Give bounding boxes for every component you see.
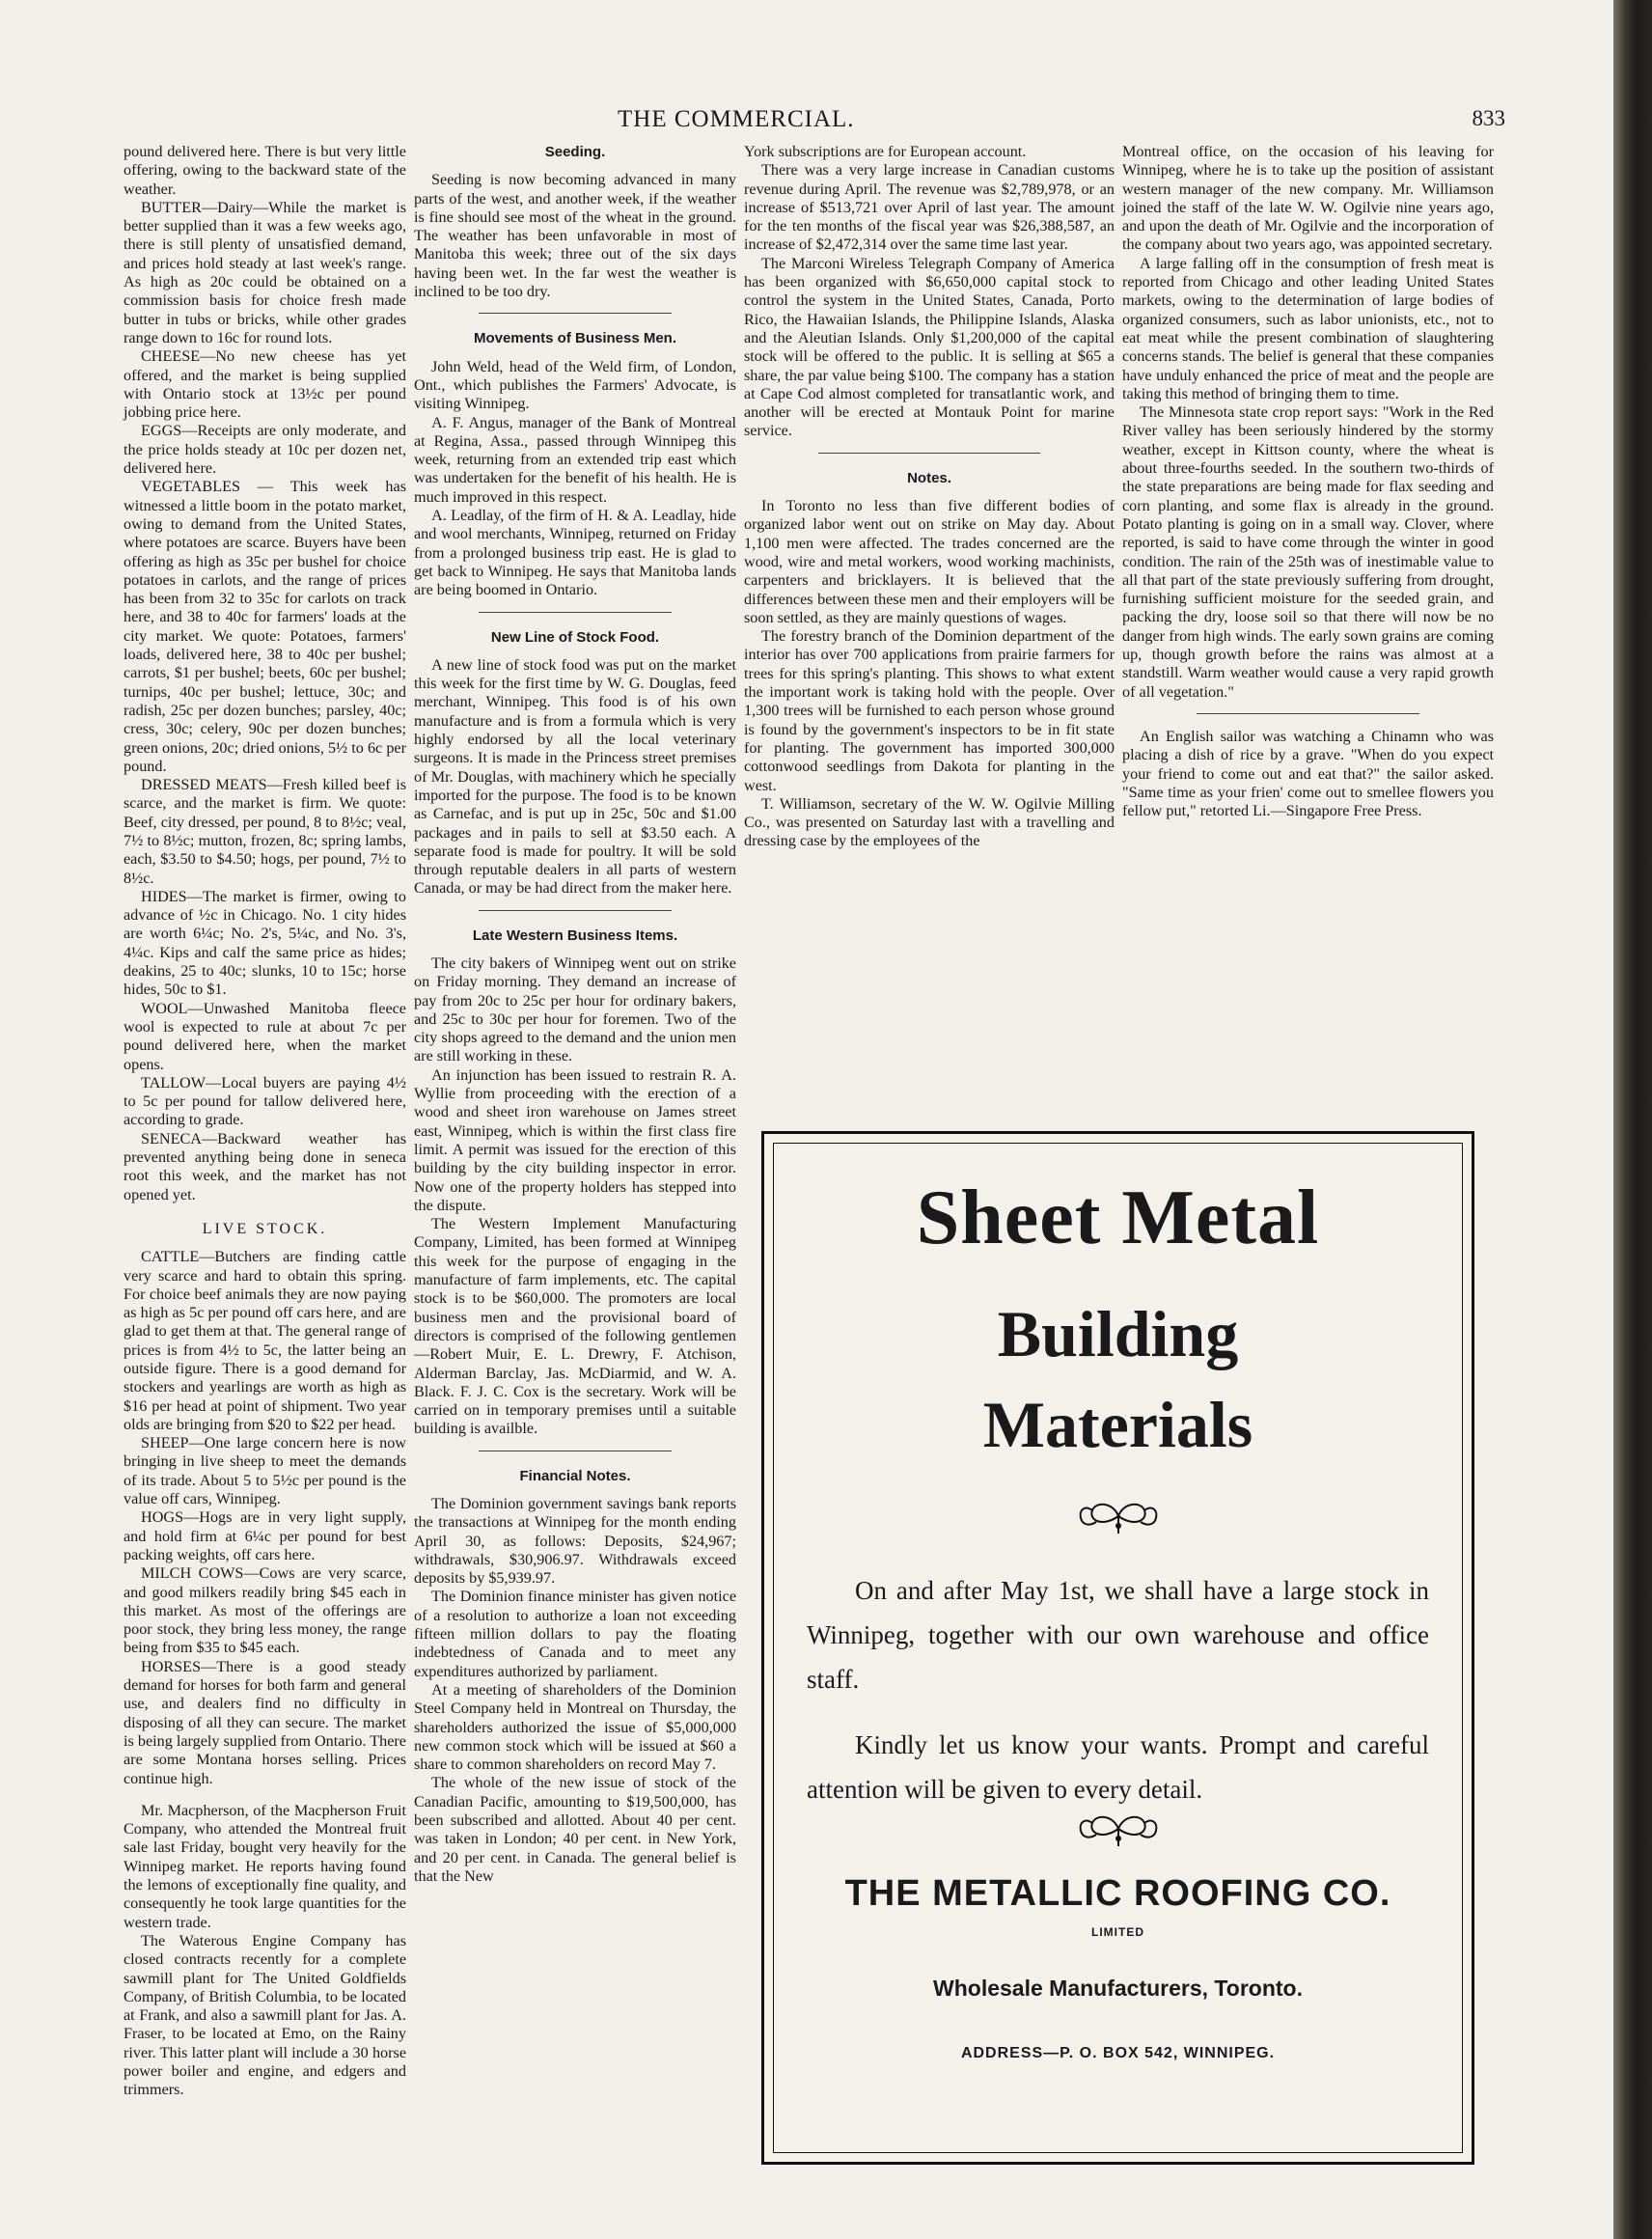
- leadlay-paragraph: A. Leadlay, of the firm of H. & A. Leadlay, hide and wool merchants, Winnipeg, returned on Friday from a prolonged business trip east. He is glad to get back to Winnipeg. He says that Manitoba lands are being boomed in Ontario.: [414, 507, 736, 599]
- ad-company-name: THE METALLIC ROOFING CO.: [844, 1873, 1391, 1914]
- cheese-paragraph: CHEESE—No new cheese has yet offered, and the market is being supplied with Ontario stock at 13½c per pound jobbing price here.: [124, 347, 406, 422]
- journal-title: THE COMMERCIAL.: [618, 106, 855, 132]
- waterous-paragraph: The Waterous Engine Company has closed contracts recently for a complete sawmill plant for The United Goldfields Company, of British Columbia, to be located at Frank, and also a sawmill plant for Jas. A. Fraser, to be located at Emo, on the Rainy river. This latter plant will include a 30 horse power boiler and engine, and edgers and trimmers.: [124, 1931, 406, 2099]
- ad-subheadline: Building: [997, 1297, 1239, 1370]
- column-2: [414, 143, 736, 1886]
- seeding-heading: Seeding.: [544, 144, 606, 160]
- minnesota-crop-paragraph: The Minnesota state crop report says: "Work in the Red River valley has been seriously hindered by the stormy weather, except in Kittson county, where the wheat is about three-fourths seeded. In the southern two-thirds of the state preparations are being made for flax seeding and corn planting, and some flax is already in the ground. Potato planting is going on in a small way. Clover, where reported, is said to have come through the winter in good condition. The rain of the 25th was of inestimable value to all that part of the state previously suffering from drought, furnishing sufficient moisture for the seeded grain, and packing the dry, loose soil so that there will now be no danger from high winds. The early sown grains are coming up, though growth before the rains was almost at a standstill. Warm weather would cause a very rapid growth of all vegetation.": [1122, 403, 1494, 701]
- ad-body-paragraph: On and after May 1st, we shall have a large stock in Winnipeg, together with our own warehouse and office staff.: [807, 1576, 1429, 1694]
- column-4: [1122, 143, 1494, 820]
- customs-paragraph: There was a very large increase in Canadian customs revenue during April. The revenue was $2,789,978, or an increase of $513,721 over April of last year. The amount for the ten months of the fiscal year was $26,388,587, an increase of $2,472,314 over the same time last year.: [744, 161, 1115, 254]
- eggs-paragraph: EGGS—Receipts are only moderate, and the price holds steady at 10c per dozen net, delivered here.: [124, 422, 406, 478]
- seeding-paragraph: Seeding is now becoming advanced in many parts of the west, and another week, if the weather is fine should see most of the wheat in the ground. The weather has been unfavorable in most of Manitoba this week; three out of the six days having been wet. In the far west the weather is inclined to be too dry.: [414, 171, 736, 301]
- angus-paragraph: A. F. Angus, manager of the Bank of Montreal at Regina, Assa., passed through Winnipeg this week, returning from an extended trip east which was undertaken for the benefit of his health. He is much improved in this respect.: [414, 413, 736, 506]
- dominion-steel-paragraph: At a meeting of shareholders of the Dominion Steel Company held in Montreal on Thursday, the shareholders authorized the issue of $5,000,000 new common stock which will be issued at $60 a share to common shareholders on record May 7.: [414, 1680, 736, 1774]
- column-1: [124, 143, 406, 2100]
- ad-body-paragraph: Kindly let us know your wants. Prompt and careful attention will be given to every detail.: [807, 1730, 1429, 1804]
- savings-bank-paragraph: The Dominion government savings bank reports the transactions at Winnipeg for the month ending April 30, as follows: Deposits, $24,967; withdrawals, $30,906.97. Withdrawals exceed deposits by $5,939.97.: [414, 1495, 736, 1588]
- toronto-strike-paragraph: In Toronto no less than five different bodies of organized labor went out on strike on May day. About 1,100 men were affected. The trades concerned are the wood, wire and metal workers, wood working machinists, carpenters and bricklayers. It is believed that the differences between these men and their employers will be soon settled, as they are mainly questions of wages.: [744, 497, 1115, 626]
- hides-paragraph: HIDES—The market is firmer, owing to advance of ½c in Chicago. No. 1 city hides are worth 6¼c; No. 2's, 5¼c, and No. 3's, 4¼c. Kips and calf the same price as hides; deakins, 25 to 40c; slunks, 10 to 15c; horse hides, 50c to $1.: [124, 887, 406, 999]
- williamson-paragraph: T. Williamson, secretary of the W. W. Ogilvie Milling Co., was presented on Saturday last with a travelling and dressing case by the employees of the: [744, 794, 1115, 850]
- section-rule: [479, 313, 672, 314]
- stock-food-heading: New Line of Stock Food.: [490, 628, 660, 646]
- movements-heading: Movements of Business Men.: [473, 330, 677, 347]
- notes-heading: Notes.: [907, 469, 951, 486]
- meat-consumption-paragraph: A large falling off in the consumption of fresh meat is reported from Chicago and other leading United States markets, owing to the determination of large bodies of organized consumers, such as labor unionists, etc., not to eat meat while the present combination of slaughtering concerns stands. The belief is general that these companies have unduly enhanced the price of meat and the people are taking this method of bringing them to time.: [1122, 254, 1494, 402]
- wool-paragraph: WOOL—Unwashed Manitoba fleece wool is expected to rule at about 7c per pound delivered here, when the market opens.: [124, 999, 406, 1073]
- market-paragraph: pound delivered here. There is but very little offering, owing to the backward state of the weather.: [124, 143, 406, 198]
- butter-paragraph: BUTTER—Dairy—While the market is better supplied than it was a few weeks ago, there is still plenty of unsatisfied demand, and prices hold steady at last week's range. As high as 20c could be obtained on a commission basis for choice fresh made butter in tubs or bricks, while other grades range down to 16c for round lots.: [124, 198, 406, 346]
- ad-subheadline: Materials: [982, 1388, 1253, 1461]
- ad-company-limited: LIMITED: [1091, 1925, 1144, 1939]
- canadian-pacific-paragraph: The whole of the new issue of stock of the Canadian Pacific, amounting to $19,500,000, has been subscribed and allotted. About 40 per cent. was taken in London; 40 per cent. in New York, and 20 per cent. in Canada. The general belief is that the New: [414, 1774, 736, 1885]
- section-rule: [818, 453, 1040, 454]
- injunction-paragraph: An injunction has been issued to restrain R. A. Wyllie from proceeding with the erection of a wood and sheet iron warehouse on James street east, Winnipeg, which is within the first class fire limit. A permit was issued for the erection of this building by the city building inspector in error. Now one of the property holders has stepped into the dispute.: [414, 1065, 736, 1214]
- stock-food-paragraph: A new line of stock food was put on the market this week for the first time by W. G. Douglas, feed merchant, Winnipeg. This food is of his own manufacture and is from a formula which is very highly endorsed by all the local veterinary surgeons. It is made in the Princess street premises of Mr. Douglas, with machinery which he specially imported for the purpose. The food is to be known as Carnefac, and is put up in 25c, 50c and $1.00 packages and in pails to sell at $3.50 each. A separate food is made for poultry. It will be sold through reputable dealers in all parts of western Canada, or may be had direct from the maker here.: [414, 655, 736, 898]
- weld-paragraph: John Weld, head of the Weld firm, of London, Ont., which publishes the Farmers' Advocate, is visiting Winnipeg.: [414, 357, 736, 413]
- sailor-anecdote-paragraph: An English sailor was watching a Chinamn who was placing a dish of rice by a grave. "When do you expect your friend to come out and eat that?" the sailor asked. "Same time as your frien' come out to smellee flowers you fellow put," retorted Li.—Singapore Free Press.: [1122, 727, 1494, 820]
- horses-paragraph: HORSES—There is a good steady demand for horses for both farm and general use, and dealers find no difficulty in disposing of all they can secure. The market is being largely supplied from Ontario. There are some Montana horses selling. Prices continue high.: [124, 1657, 406, 1787]
- macpherson-paragraph: Mr. Macpherson, of the Macpherson Fruit Company, who attended the Montreal fruit sale last Friday, bought very heavily for the Winnipeg market. He reports having found the lemons of exceptionally fine quality, and consequently he took large quantities for the western trade.: [124, 1801, 406, 1931]
- tallow-paragraph: TALLOW—Local buyers are paying 4½ to 5c per pound for tallow delivered here, according to grade.: [124, 1073, 406, 1129]
- advertisement: [761, 1131, 1474, 2165]
- page-number: 833: [1472, 106, 1505, 130]
- forestry-paragraph: The forestry branch of the Dominion department of the interior has over 700 applications from prairie farmers for trees for this spring's planting. This shows to what extent the important work is taking hold with the people. Over 1,300 trees will be furnished to each person whose ground is found by the government's inspectors to be in fit state for planting. The government has imported 300,000 cottonwood seedlings from Dakota for planting in the west.: [744, 627, 1115, 794]
- financial-notes-heading: Financial Notes.: [519, 1467, 631, 1484]
- finance-minister-paragraph: The Dominion finance minister has given notice of a resolution to authorize a loan not exceeding fifteen million dollars to pay the floating indebtedness of Canada and to meet any expenditures authorized by parliament.: [414, 1588, 736, 1680]
- late-western-heading: Late Western Business Items.: [472, 926, 678, 944]
- leaf-ornament-icon: [1075, 1810, 1162, 1848]
- subscriptions-paragraph: York subscriptions are for European account.: [744, 143, 1027, 160]
- ad-headline: Sheet Metal: [916, 1175, 1320, 1260]
- marconi-paragraph: The Marconi Wireless Telegraph Company of America has been organized with $6,650,000 capital stock to control the system in the United States, Canada, Porto Rico, the Hawaiian Islands, the Philippine Islands, Alaska and the Aleutian Islands. Only $1,200,000 of the capital stock will be offered to the public. It is selling at $65 a share, the par value being $100. The company has a station at Cape Cod almost completed for transatlantic work, and another will be erected at Montauk Point for marine service.: [744, 254, 1115, 440]
- dressed-meats-paragraph: DRESSED MEATS—Fresh killed beef is scarce, and the market is firm. We quote: Beef, city dressed, per pound, 8 to 8½c; veal, 7½ to 8½c; mutton, frozen, 8c; spring lambs, each, $3.50 to $4.50; hogs, per pound, 7½ to 8½c.: [124, 776, 406, 887]
- cattle-paragraph: CATTLE—Butchers are finding cattle very scarce and hard to obtain this spring. For choice beef animals they are now paying as high as 5c per pound off cars here, and are glad to get them at that. The general range of prices is from 4½ to 5c, the latter being an outside figure. There is a good demand for stockers and yearlings are worth as high as $16 per head at point of shipment. Two year olds are bringing from $20 to $22 per head.: [124, 1248, 406, 1433]
- sheep-paragraph: SHEEP—One large concern here is now bringing in live sheep to meet the demands of its trade. About 5 to 5½c per pound is the value off cars, Winnipeg.: [124, 1434, 406, 1508]
- section-rule: [479, 612, 672, 613]
- ad-wholesale-line: Wholesale Manufacturers, Toronto.: [933, 1976, 1303, 2001]
- bakers-strike-paragraph: The city bakers of Winnipeg went out on strike on Friday morning. They demand an increase of pay from 20c to 25c per hour for ordinary bakers, and 25c to 30c per hour for foremen. Two of the city shops agreed to the demand and the union men are still working in these.: [414, 954, 736, 1065]
- section-rule: [479, 910, 672, 911]
- milch-cows-paragraph: MILCH COWS—Cows are very scarce, and good milkers readily bring $45 each in this market. As most of the offerings are poor stock, they bring less money, the range being from $35 to $45 each.: [124, 1564, 406, 1657]
- column-3: [744, 143, 1115, 851]
- book-binding-edge: [1613, 0, 1652, 2239]
- hogs-paragraph: HOGS—Hogs are in very light supply, and hold firm at 6¼c per pound for best packing weights, off cars here.: [124, 1508, 406, 1563]
- seneca-paragraph: SENECA—Backward weather has prevented anything being done in seneca root this week, and the market has not opened yet.: [124, 1129, 406, 1203]
- montreal-office-paragraph: Montreal office, on the occasion of his leaving for Winnipeg, where he is to take up the position of assistant western manager of the new company. Mr. Williamson joined the staff of the late W. W. Ogilvie nine years ago, and upon the death of Mr. Ogilvie and the incorporation of the company about two years ago, was appointed secretary.: [1122, 143, 1494, 254]
- ad-address: ADDRESS—P. O. BOX 542, WINNIPEG.: [960, 2045, 1276, 2061]
- implement-company-paragraph: The Western Implement Manufacturing Company, Limited, has been formed at Winnipeg this week for the purpose of engaging in the manufacture of farm implements, etc. The capital stock is to be $60,000. The promoters are local business men and the provisional board of directors is comprised of the following gentlemen—Robert Muir, E. L. Drewry, F. Atchison, Alderman Barclay, Jas. McDiarmid, and W. A. Black. F. J. C. Cox is the secretary. Work will be carried on in temporary premises until a suitable building is availble.: [414, 1215, 736, 1438]
- vegetables-paragraph: VEGETABLES — This week has witnessed a little boom in the potato market, owing to demand from the United States, where potatoes are scarce. Buyers have been offering as high as 35c per bushel for choice potatoes in carlots, and the range of prices has been from 32 to 35c for carlots on track here, and 38 to 40c for farmers' loads at the city market. We quote: Potatoes, farmers' loads, delivered here, 38 to 40c per bushel; carrots, $1 per bushel; beets, 60c per bushel; turnips, 40c per bushel; lettuce, 30c; and radish, 25c per dozen bunches; parsley, 40c; cress, 30c; celery, 90c per dozen bunches; green onions, 20c; dried onions, 5½ to 6c per pound.: [124, 478, 406, 775]
- live-stock-heading: LIVE STOCK.: [202, 1220, 328, 1237]
- leaf-ornament-icon: [1075, 1497, 1162, 1535]
- ad-body: [807, 1568, 1429, 1811]
